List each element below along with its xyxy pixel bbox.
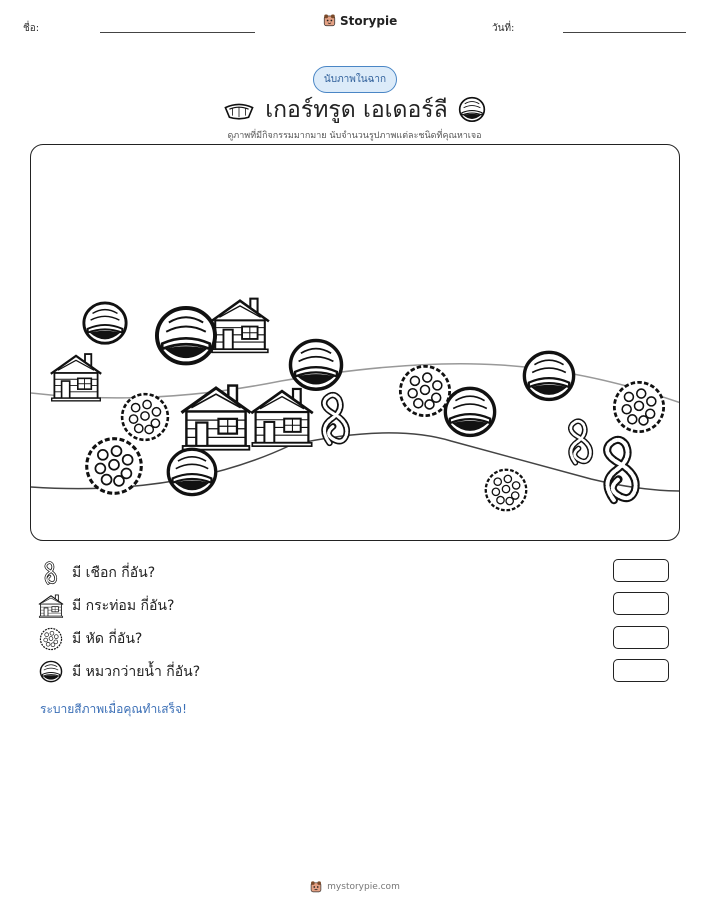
instructions: ดูภาพที่มีกิจกรรมมากมาย นับจำนวนรูปภาพแต่ละชนิดที่คุณหาเจอ (227, 131, 482, 141)
scene-illustration (31, 145, 680, 541)
loofah-1 (122, 394, 168, 440)
loofah-3 (400, 366, 449, 415)
answer-box-cabin[interactable] (613, 592, 669, 615)
question-cabin (38, 594, 174, 618)
swim-cap-1 (84, 303, 126, 343)
answer-box-swim-cap[interactable] (613, 659, 669, 682)
swim-cap-4 (445, 388, 494, 435)
cabin-2 (211, 299, 269, 353)
question-text: มี หัด กี่อัน? (72, 631, 143, 647)
rope-1 (324, 395, 347, 443)
name-label: ชื่อ: (23, 23, 40, 34)
question-text: มี เชือก กี่อัน? (72, 565, 156, 581)
loofah-4 (614, 382, 663, 431)
swim-cap-3 (290, 340, 341, 389)
boat-icon (223, 98, 255, 122)
cabin-1 (51, 354, 101, 401)
rope-2 (571, 421, 591, 463)
question-text: มี หมวกว่ายน้ำ กี่อัน? (72, 664, 201, 680)
cabin-3 (181, 386, 250, 450)
page-title: เกอร์ทรูด เอเดอร์ลี (265, 97, 448, 123)
coloring-note: ระบายสีภาพเมื่อคุณทำเสร็จ! (40, 702, 187, 716)
scene-panel (30, 144, 680, 541)
rope-3 (607, 440, 635, 500)
loofah-2 (87, 439, 142, 494)
cabin-icon (38, 594, 64, 618)
mascot-icon (322, 13, 337, 28)
brand-logo (322, 13, 397, 28)
date-line[interactable] (563, 32, 686, 33)
answer-box-loofah[interactable] (613, 626, 669, 649)
question-text: มี กระท่อม กี่อัน? (72, 598, 175, 614)
brand-name: Storypie (340, 13, 398, 28)
swim-cap-5 (524, 352, 573, 399)
question-swim-cap (38, 660, 200, 684)
mascot-icon (309, 880, 323, 894)
title-row (0, 92, 709, 128)
loofah-5 (486, 470, 526, 510)
footer-url[interactable]: mystorypie.com (327, 882, 400, 892)
swim-cap-icon (458, 96, 486, 124)
swim-cap-icon (38, 660, 64, 684)
loofah-icon (38, 627, 64, 651)
cabin-4 (251, 389, 313, 446)
swim-cap-6 (168, 449, 216, 494)
activity-tag: นับภาพในฉาก (313, 66, 397, 93)
question-loofah (38, 627, 142, 651)
answer-box-rope[interactable] (613, 559, 669, 582)
question-rope (38, 561, 155, 585)
footer (0, 880, 709, 894)
date-label: วันที่: (492, 23, 515, 34)
name-line[interactable] (100, 32, 255, 33)
swim-cap-2 (157, 308, 215, 363)
rope-icon (38, 561, 64, 585)
